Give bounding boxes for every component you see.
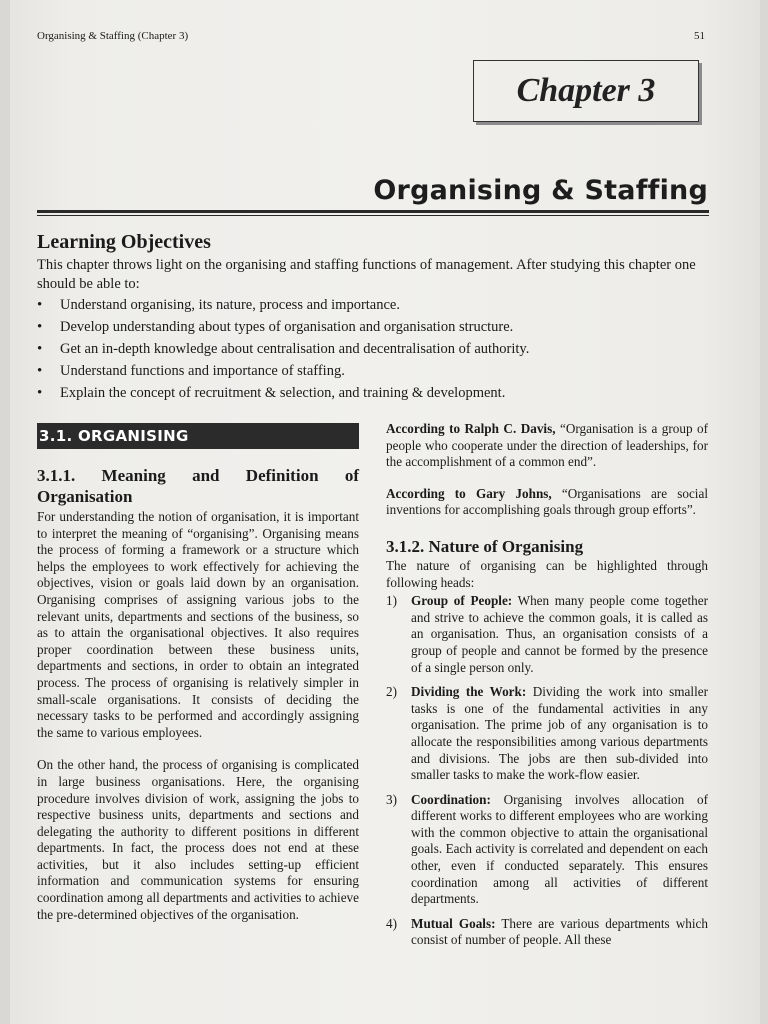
- chapter-title: Organising & Staffing: [373, 175, 708, 206]
- section-heading-organising: 3.1. ORGANISING: [37, 423, 359, 449]
- item-text: There are various departments which consist of number of people. All these: [411, 915, 708, 948]
- nature-item: [386, 792, 708, 908]
- definition-text: “Organisations are social inventions for accomplishing goals through group efforts”.: [386, 485, 708, 518]
- nature-item: [386, 684, 708, 784]
- nature-intro: The nature of organising can be highlighted through following heads:: [386, 557, 708, 590]
- definition-davis: [386, 421, 708, 471]
- objective-item: • Explain the concept of recruitment & selection, and training & development.: [37, 384, 709, 406]
- chapter-label-box: Chapter 3: [473, 60, 699, 122]
- page-number: 51: [694, 30, 705, 42]
- paragraph-meaning-2: On the other hand, the process of organising is complicated in large business organisations. Here, the organising procedure involves division of work, assigning the jobs to respective business units, departments and sections and delegating the authority to different positions in different departments. In fact, the process does not end at these activities, but it also includes setting-up efficient information and communication systems for ensuring coordination among all departments and activities to achieve the pre-determined objectives of the organisation.: [37, 757, 359, 922]
- item-heading: Coordination:: [411, 791, 491, 807]
- objective-item: • Get an in-depth knowledge about centralisation and decentralisation of authority.: [37, 340, 709, 362]
- definition-johns: [386, 486, 708, 519]
- item-number: 1): [386, 593, 397, 609]
- subsection-heading-meaning: 3.1.1. Meaning and Definition of Organisation: [37, 466, 359, 506]
- learning-objectives-heading: Learning Objectives: [37, 231, 211, 253]
- item-heading: Group of People:: [411, 593, 513, 609]
- paragraph-meaning-1: For understanding the notion of organisation, it is important to interpret the meaning of “organising”. Organising means the process of forming a framework or a structure which helps the employees to work effectively for achieving the objectives, vision or goals laid down by an organisation. Organising comprises of assigning various jobs to the relevant units, departments and sections of the business, so as to attain the organisational objectives. It also requires proper coordination between these business units, departments and sections, in order to obtain an integrated process. The process of organising is relatively simpler in small-scale organisations. It consists of deciding the necessary tasks to be performed and accordingly assigning the same to various employees.: [37, 509, 359, 740]
- nature-list: [386, 593, 708, 949]
- objective-item: • Understand functions and importance of staffing.: [37, 362, 709, 384]
- learning-objectives-intro: This chapter throws light on the organising and staffing functions of management. After studying this chapter one should be able to:: [37, 257, 696, 292]
- running-header: Organising & Staffing (Chapter 3): [37, 30, 189, 42]
- definition-author: According to Gary Johns,: [386, 485, 552, 501]
- left-column: [37, 465, 359, 923]
- definition-text: “Organisation is a group of people who cooperate under the direction of leaderships, for the accomplishment of a common end”.: [386, 421, 708, 470]
- nature-item: [386, 593, 708, 676]
- item-text: Organising involves allocation of different works to different employees who are working with the common objective to attain the organisational goals. Each activity is correlated and dependent on each other, even if conducted separately. This ensures coordination among all activities of different departments.: [411, 791, 708, 907]
- book-page: [10, 0, 760, 1024]
- definition-author: According to Ralph C. Davis,: [386, 421, 556, 436]
- item-text: When many people come together and strive to achieve the common goals, it is called as an organisation. Thus, an organisation consists of a group of people and cannot be formed by the presence of a single person only.: [411, 593, 708, 675]
- right-column: [386, 421, 708, 957]
- learning-objectives-list: [37, 296, 709, 406]
- subsection-heading-nature: 3.1.2. Nature of Organising: [386, 536, 584, 556]
- objective-item: • Develop understanding about types of organisation and organisation structure.: [37, 318, 709, 340]
- item-number: 3): [386, 791, 397, 807]
- title-rule: [37, 210, 709, 213]
- item-heading: Mutual Goals:: [411, 915, 496, 931]
- item-number: 2): [386, 684, 397, 700]
- item-heading: Dividing the Work:: [411, 684, 527, 700]
- item-number: 4): [386, 915, 397, 931]
- objective-item: • Understand organising, its nature, process and importance.: [37, 296, 709, 318]
- item-text: Dividing the work into smaller tasks is one of the fundamental activities in any organisation. The prime job of any organisation is to allocate the responsibilities among various departments and divisions. The jobs are then sub-divided into smaller tasks to make the work-flow easier.: [411, 684, 708, 783]
- title-rule-thin: [37, 215, 709, 216]
- nature-item: [386, 916, 708, 949]
